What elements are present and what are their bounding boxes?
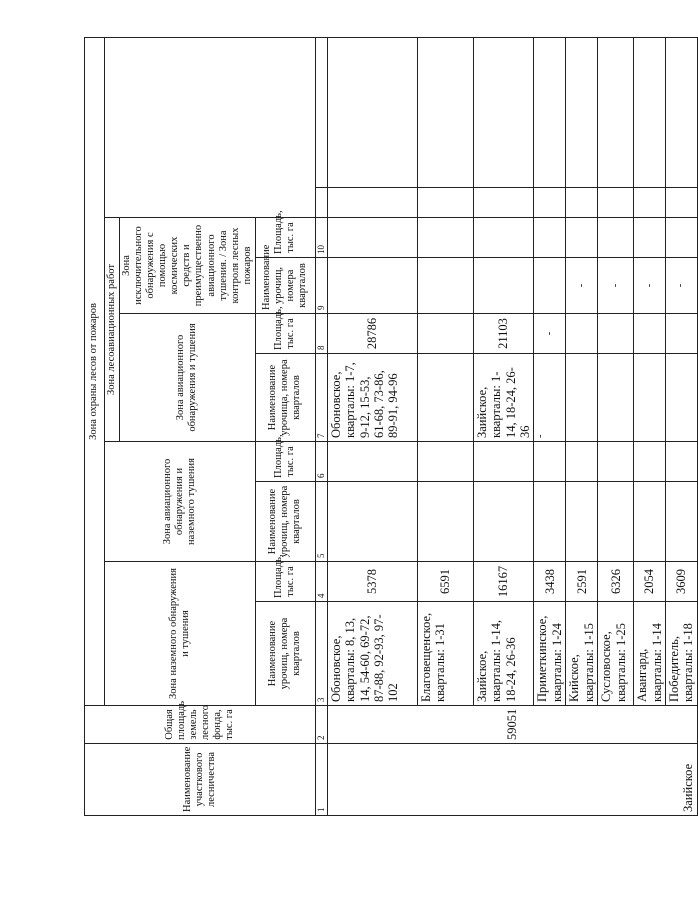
district-total-area: 59051 (327, 706, 697, 744)
col-number-2: 2 (315, 706, 327, 744)
header-space-zone: Зона исключительного обнаружения с помощью космических средств и преимущественно авиационного тушения. / Зона контроля лесных пожаров (120, 218, 256, 314)
ground-row-area: 6326 (598, 562, 634, 602)
dash-cell: - (666, 258, 698, 314)
header-forest-aviation-zone: Зона лесоавиационных работ (105, 218, 120, 442)
ground-row-area: 5378 (327, 562, 417, 602)
header-aviation-zone: Зона авиационного обнаружения и тушения (120, 314, 256, 442)
ground-row-name: Сусловоское, кварталы: 1-25 (598, 602, 634, 706)
district-name: Заийское (327, 744, 697, 816)
ground-row-area: 16167 (473, 562, 534, 602)
col-number-8: 8 (315, 314, 327, 354)
rotated-table-page (84, 38, 696, 816)
ground-row-name: Кийское, кварталы: 1-15 (566, 602, 598, 706)
header-aviation-area: Площадь, тыс. га (255, 314, 315, 354)
dash-cell: - (566, 258, 598, 314)
ground-row-name: Обоновское, кварталы: 8, 13, 14, 54-60, 69-72, 87-88, 92-93, 97-102 (327, 602, 417, 706)
col-number-5: 5 (315, 482, 327, 562)
aviation-row-area: 21103 (473, 314, 534, 354)
ground-row-area: 3609 (666, 562, 698, 602)
ground-row-area: 2591 (566, 562, 598, 602)
header-space-name: Наименование урочищ, номера кварталов (255, 258, 315, 314)
col-number-6: 6 (315, 442, 327, 482)
col-number-7: 7 (315, 354, 327, 442)
aviation-row-name: Обоновское, кварталы: 1-7, 9-12, 15-53, 61-68, 73-86, 89-91, 94-96 (327, 354, 417, 442)
ground-row-name: Заийское, кварталы: 1-14, 18-24, 26-36 (473, 602, 534, 706)
ground-row-area: 3438 (534, 562, 566, 602)
header-space-area: Площадь, тыс. га (255, 218, 315, 258)
col-number-4: 4 (315, 562, 327, 602)
col-number-9: 9 (315, 258, 327, 314)
header-air-ground-zone: Зона авиационного обнаружения и наземного тушения (105, 442, 256, 562)
ground-row-area: 6591 (417, 562, 473, 602)
col-number-3: 3 (315, 602, 327, 706)
header-aviation-name: Наименование урочища, номера кварталов (255, 354, 315, 442)
ground-row-name: Благовещенское, кварталы: 1-31 (417, 602, 473, 706)
ground-row-area: 2054 (634, 562, 666, 602)
header-airground-name: Наименование урочищ, номера кварталов (255, 482, 315, 562)
aviation-row-name: Заийское, кварталы: 1-14, 18-24, 26-36 (473, 354, 534, 442)
aviation-row-area: - (534, 314, 566, 354)
header-airground-area: Площадь, тыс. га (255, 442, 315, 482)
col-number-10: 10 (315, 218, 327, 258)
dash-cell: - (598, 258, 634, 314)
aviation-row-name: - (534, 354, 566, 442)
fire-zones-table (84, 37, 698, 816)
header-ground-area: Площадь, тыс. га (255, 562, 315, 602)
header-total-area: Общая площадь земель лесного фонда, тыс. га (85, 706, 316, 744)
ground-row-name: Авангард, кварталы: 1-14 (634, 602, 666, 706)
col-number-1: 1 (315, 744, 327, 816)
dash-cell: - (634, 258, 666, 314)
header-ground-name: Наименование урочищ, номера кварталов (255, 602, 315, 706)
header-main-zone: Зона охраны лесов от пожаров (85, 37, 105, 705)
ground-row-name: Приметкинское, кварталы: 1-24 (534, 602, 566, 706)
header-ground-zone: Зона наземного обнаружения и тушения (105, 562, 256, 706)
header-district-name: Наименование участкового лесничества (85, 744, 316, 816)
aviation-row-area: 28786 (327, 314, 417, 354)
ground-row-name: Победитель, кварталы: 1-18 (666, 602, 698, 706)
